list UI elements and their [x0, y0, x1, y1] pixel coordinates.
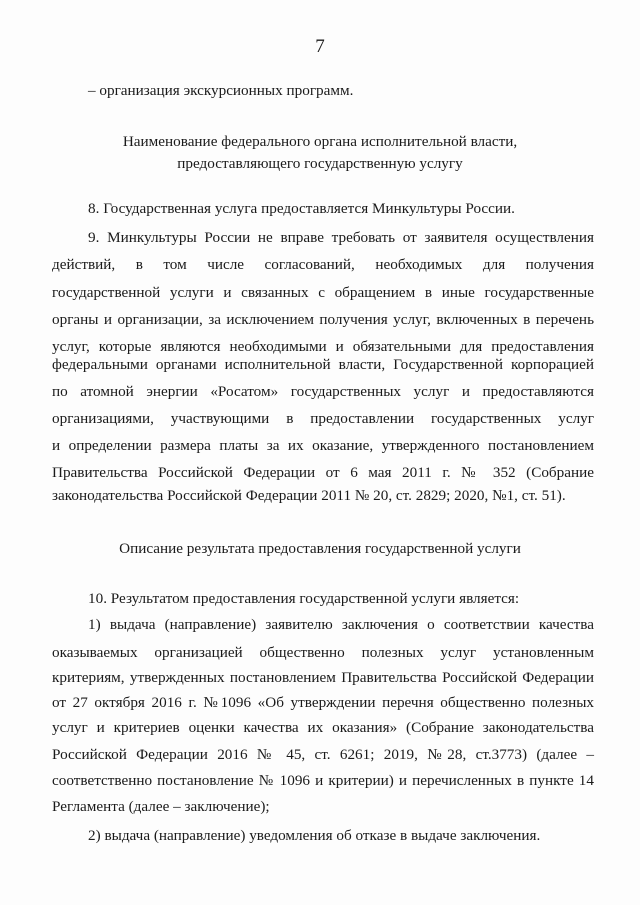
paragraph-10-line: услуг и критериев оценки качества их оказания» (Собрание законодательства [52, 719, 594, 736]
paragraph-9-line: 9. Минкультуры России не вправе требовать от заявителя осуществления [88, 229, 594, 246]
paragraph-10-line: соответственно постановление № 1096 и критерии) и перечисленных в пункте 14 [52, 772, 594, 789]
paragraph-9-line: органы и организации, за исключением получения услуг, включенных в перечень [52, 311, 594, 328]
paragraph-10-line: 2) выдача (направление) уведомления об отказе в выдаче заключения. [88, 827, 541, 844]
intro-line: – организация экскурсионных программ. [88, 82, 354, 99]
paragraph-8: 8. Государственная услуга предоставляется Минкультуры России. [88, 200, 515, 217]
paragraph-9-line: законодательства Российской Федерации 2011 № 20, ст. 2829; 2020, №1, ст. 51). [52, 487, 566, 504]
paragraph-9-line: организациями, участвующими в предоставлении государственных услуг [52, 410, 594, 427]
paragraph-9-line: Правительства Российской Федерации от 6 мая 2011 г. № 352 (Собрание [52, 464, 594, 481]
section-heading-authority-line1: Наименование федерального органа исполнительной власти, [122, 133, 518, 150]
paragraph-10-line: Регламента (далее – заключение); [52, 798, 270, 815]
section-heading-result: Описание результата предоставления государственной услуги [119, 540, 521, 557]
paragraph-10-line: оказываемых организацией общественно полезных услуг установленным [52, 644, 594, 661]
paragraph-10-line: от 27 октября 2016 г. №1096 «Об утверждении перечня общественно полезных [52, 694, 594, 711]
paragraph-10-line: Российской Федерации 2016 № 45, ст. 6261; 2019, №28, ст.3773) (далее – [52, 746, 594, 763]
section-heading-authority-line2: предоставляющего государственную услугу [177, 155, 463, 172]
paragraph-9-line: услуг, которые являются необходимыми и обязательными для предоставления [52, 338, 594, 355]
page-number: 7 [315, 36, 325, 57]
paragraph-10-line: 10. Результатом предоставления государственной услуги является: [88, 590, 520, 607]
paragraph-9-line: государственной услуги и связанных с обращением в иные государственные [52, 284, 594, 301]
paragraph-10-line: 1) выдача (направление) заявителю заключения о соответствии качества [88, 616, 594, 633]
paragraph-9-line: и определении размера платы за их оказание, утвержденного постановлением [52, 437, 594, 454]
paragraph-10-line: критериям, утвержденных постановлением Правительства Российской Федерации [52, 669, 594, 686]
paragraph-9-line: по атомной энергии «Росатом» государственных услуг и предоставляются [52, 383, 594, 400]
paragraph-9-line: федеральными органами исполнительной власти, Государственной корпорацией [52, 356, 594, 373]
paragraph-9-line: действий, в том числе согласований, необходимых для получения [52, 256, 594, 273]
